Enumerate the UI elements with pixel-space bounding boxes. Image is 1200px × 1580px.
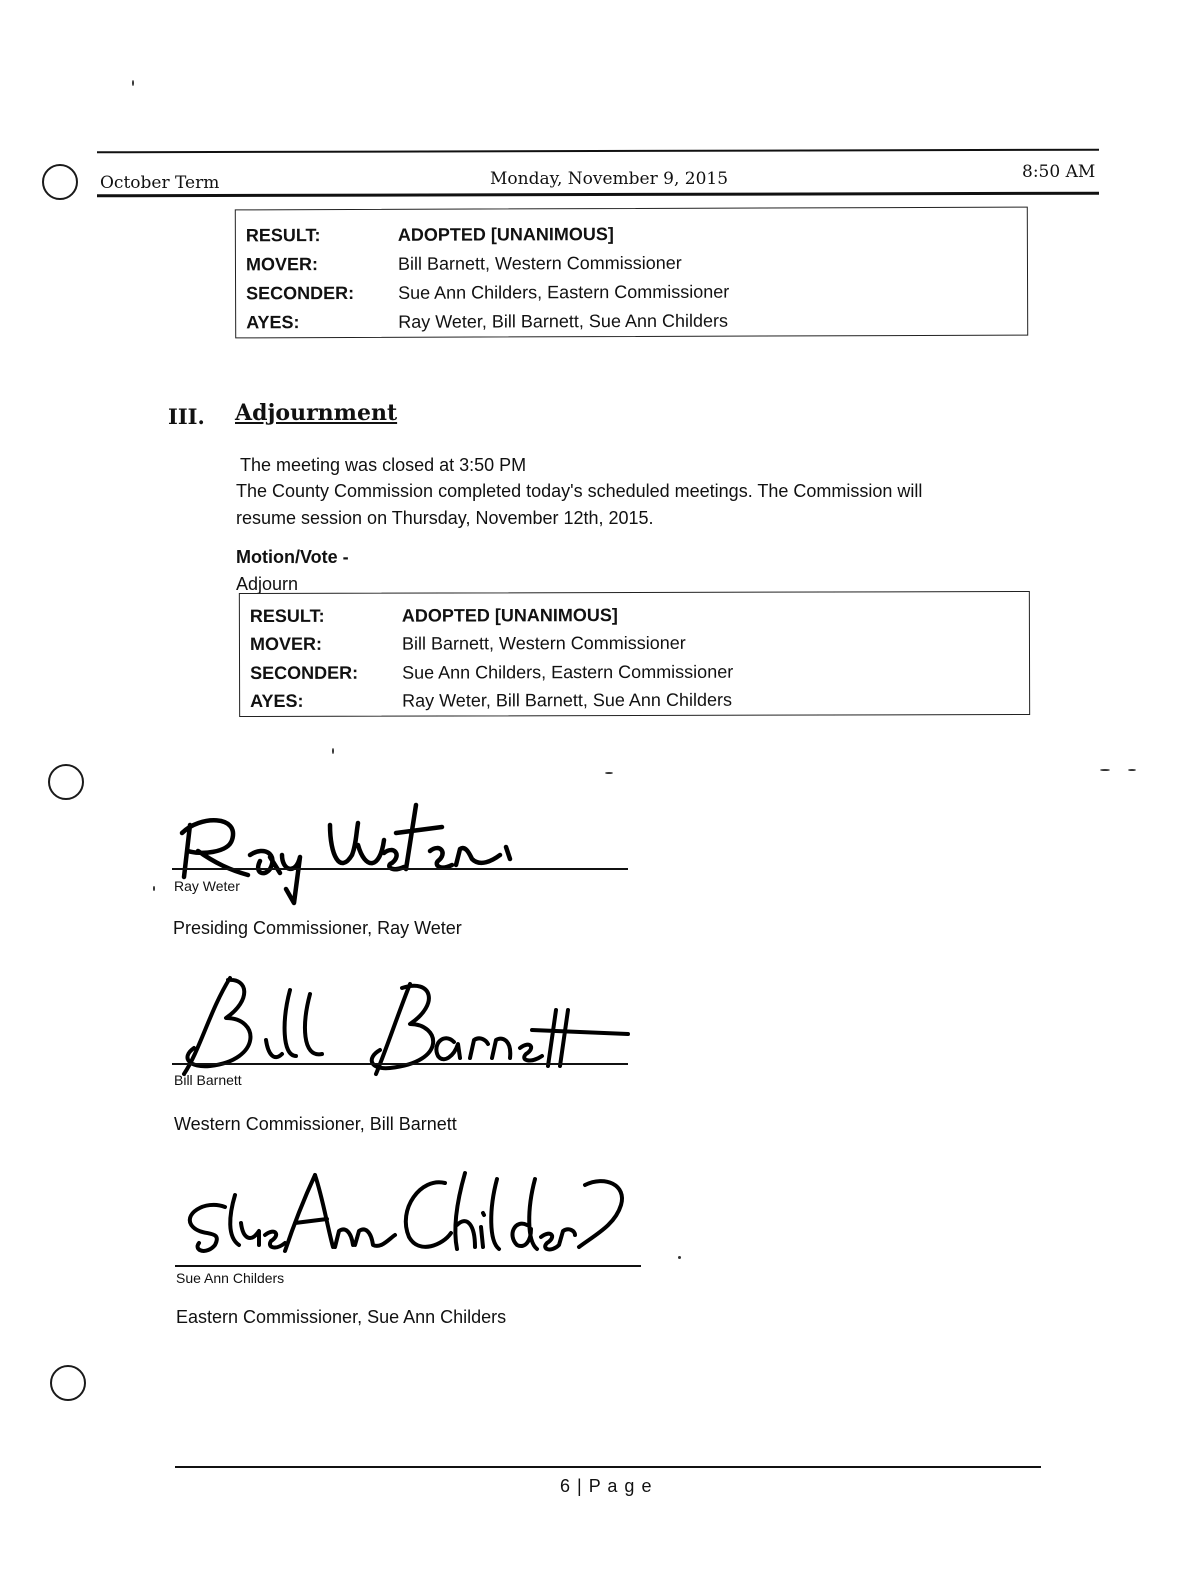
- vote-row-result: [250, 605, 618, 626]
- punch-hole-bottom: [50, 1365, 86, 1401]
- signature-bill-barnett: [170, 970, 640, 1085]
- vote-row-result: [246, 224, 614, 245]
- signatory-name-ray-weter: Ray Weter: [174, 878, 240, 894]
- signatory-name-bill-barnett: Bill Barnett: [174, 1072, 242, 1088]
- motion-label: Motion/Vote -: [236, 547, 349, 567]
- header-date: Monday, November 9, 2015: [490, 169, 729, 189]
- vote-value: Ray Weter, Bill Barnett, Sue Ann Childers: [402, 689, 732, 711]
- signature-sue-ann-childers: [175, 1165, 635, 1260]
- vote-row-ayes: [246, 311, 728, 333]
- vote-label: RESULT:: [249, 605, 325, 627]
- vote-value: Bill Barnett, Western Commissioner: [397, 252, 682, 274]
- vote-label: MOVER:: [249, 633, 322, 655]
- vote-value: Bill Barnett, Western Commissioner: [401, 632, 686, 654]
- scan-speck: [605, 772, 613, 774]
- header-time: 8:50 AM: [1022, 162, 1096, 182]
- scan-speck: [332, 748, 334, 754]
- vote-label: SECONDER:: [246, 282, 355, 304]
- motion-name: Adjourn: [236, 574, 299, 594]
- vote-label: AYES:: [250, 690, 304, 712]
- adjourn-vote-table: [239, 591, 1030, 717]
- page-word: P a g e: [588, 1476, 653, 1496]
- signatory-title-ray-weter: Presiding Commissioner, Ray Weter: [173, 918, 462, 938]
- vote-value: ADOPTED [UNANIMOUS]: [397, 224, 614, 245]
- footer-rule: [175, 1466, 1041, 1468]
- meeting-closed-text: The meeting was closed at 3:50 PM: [240, 455, 527, 475]
- scan-speck: [1100, 769, 1110, 771]
- vote-label: SECONDER:: [250, 662, 359, 684]
- section-number: III.: [168, 404, 205, 429]
- vote-value: Ray Weter, Bill Barnett, Sue Ann Childers: [398, 310, 729, 332]
- signature-ray-weter: [170, 785, 550, 915]
- signatory-title-bill-barnett: Western Commissioner, Bill Barnett: [174, 1114, 457, 1134]
- punch-hole-middle: [48, 764, 84, 800]
- vote-value: Sue Ann Childers, Eastern Commissioner: [402, 661, 734, 683]
- signatory-title-sue-ann-childers: Eastern Commissioner, Sue Ann Childers: [176, 1307, 507, 1327]
- session-text-line2: resume session on Thursday, November 12th, 2015.: [236, 508, 654, 528]
- vote-row-seconder: [250, 662, 733, 683]
- scan-speck: [153, 886, 155, 891]
- vote-row-mover: [250, 633, 686, 654]
- vote-row-ayes: [250, 690, 732, 711]
- scan-speck: [678, 1256, 681, 1259]
- header-top-rule: [97, 149, 1099, 154]
- signature-line-ray-weter: [172, 868, 628, 870]
- vote-value: ADOPTED [UNANIMOUS]: [401, 605, 618, 626]
- signatory-name-sue-ann-childers: Sue Ann Childers: [176, 1270, 285, 1286]
- vote-label: RESULT:: [245, 225, 321, 246]
- page-number: 6: [560, 1476, 572, 1496]
- vote-label: AYES:: [246, 312, 300, 333]
- signature-line-sue-ann-childers: [175, 1265, 641, 1267]
- page-footer: [560, 1476, 652, 1497]
- punch-hole-top: [42, 164, 78, 200]
- scan-speck: [132, 80, 134, 86]
- signature-line-bill-barnett: [172, 1063, 628, 1065]
- header-bottom-rule: [97, 192, 1099, 197]
- session-text-line1: The County Commission completed today's scheduled meetings. The Commission will: [236, 481, 923, 501]
- header-term: October Term: [100, 173, 220, 193]
- section-title: Adjournment: [235, 400, 398, 426]
- vote-value: Sue Ann Childers, Eastern Commissioner: [398, 281, 730, 303]
- top-vote-table: [235, 207, 1028, 339]
- vote-row-mover: [246, 253, 682, 275]
- scan-speck: [1128, 769, 1136, 771]
- page-separator: |: [577, 1476, 583, 1496]
- vote-label: MOVER:: [245, 254, 319, 275]
- vote-row-seconder: [246, 282, 729, 304]
